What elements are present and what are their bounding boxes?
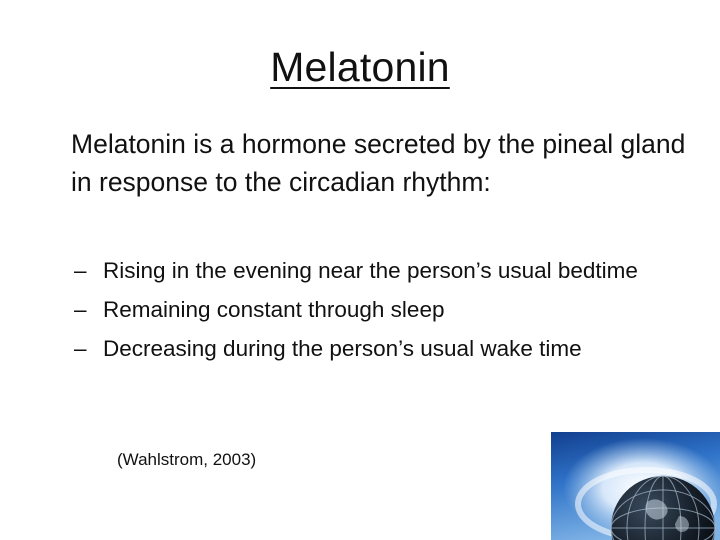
slide-title xyxy=(0,42,720,92)
bullet-list xyxy=(74,255,694,372)
bullet-dash: – xyxy=(74,336,87,361)
bullet-text: Remaining constant through sleep xyxy=(103,297,445,322)
globe-image xyxy=(551,432,720,540)
bullet-text: Decreasing during the person’s usual wake time xyxy=(103,336,582,361)
lead-paragraph: Melatonin is a hormone secreted by the pineal gland in response to the circadian rhythm: xyxy=(71,129,686,197)
slide-title-text: Melatonin xyxy=(270,44,450,90)
citation: (Wahlstrom, 2003) xyxy=(117,450,257,469)
bullet-item xyxy=(74,333,694,364)
bullet-item xyxy=(74,294,694,325)
bullet-item xyxy=(74,255,694,286)
bullet-dash: – xyxy=(74,258,87,283)
bullet-dash: – xyxy=(74,297,87,322)
bullet-text: Rising in the evening near the person’s usual bedtime xyxy=(103,258,638,283)
